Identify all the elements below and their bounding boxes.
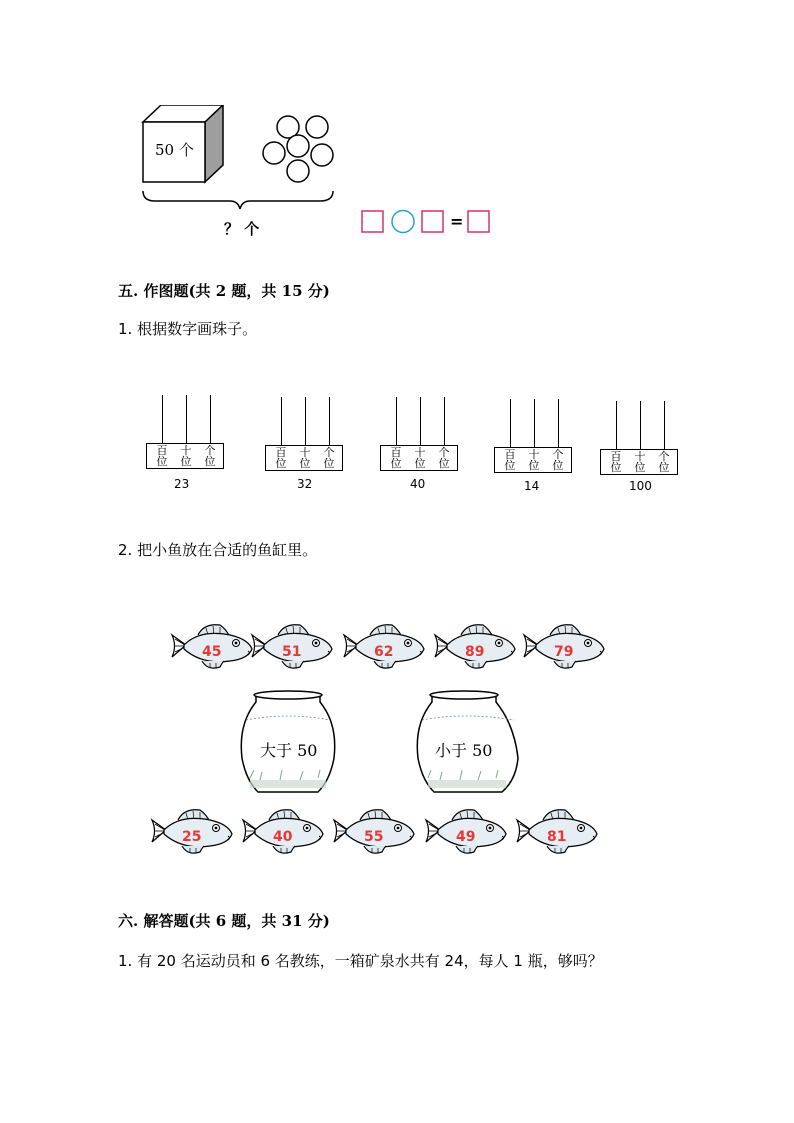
answer-box <box>362 211 383 232</box>
answer-box <box>422 211 443 232</box>
place-label-ones-2: 位 <box>438 457 450 470</box>
place-label-hundreds-2: 位 <box>275 457 287 470</box>
place-label-hundreds-2: 位 <box>390 457 402 470</box>
fish-number: 79 <box>554 644 574 660</box>
fish-number: 89 <box>465 644 485 660</box>
fish-number: 51 <box>282 644 302 660</box>
place-label-tens-2: 位 <box>180 455 192 468</box>
section6-heading: 六. 解答题(共 6 题，共 31 分) <box>118 912 330 930</box>
place-label-tens-2: 位 <box>528 459 540 472</box>
place-label-tens-2: 位 <box>299 457 311 470</box>
place-label-hundreds-2: 位 <box>504 459 516 472</box>
abacus-number: 23 <box>174 477 190 491</box>
bowl-label-less: 小于 50 <box>435 741 493 760</box>
fish-number: 55 <box>364 829 384 845</box>
place-label-ones-1: 个 <box>323 446 335 459</box>
brace-icon <box>143 191 333 209</box>
top-figure <box>130 105 510 245</box>
place-label-hundreds-1: 百 <box>275 446 287 459</box>
section6-q1-text: 1. 有 20 名运动员和 6 名教练，一箱矿泉水共有 24，每人 1 瓶，够吗？ <box>118 952 603 970</box>
place-label-tens-2: 位 <box>414 457 426 470</box>
place-label-hundreds-1: 百 <box>390 446 402 459</box>
place-label-tens-1: 十 <box>180 444 192 457</box>
circle-icon-group <box>263 116 333 182</box>
fish-number: 45 <box>202 644 222 660</box>
place-label-ones-1: 个 <box>438 446 450 459</box>
total-question-label: ？ 个 <box>224 220 260 238</box>
place-label-tens-2: 位 <box>634 461 646 474</box>
place-label-hundreds-1: 百 <box>156 444 168 457</box>
circle-icon <box>311 144 333 166</box>
circle-icon <box>306 116 328 138</box>
fish-number: 25 <box>182 829 202 845</box>
place-label-hundreds-2: 位 <box>156 455 168 468</box>
equation <box>362 211 489 233</box>
abacus-number: 100 <box>629 479 652 493</box>
place-label-tens-1: 十 <box>299 446 311 459</box>
abacus-row <box>0 395 794 495</box>
answer-box <box>468 211 489 232</box>
place-label-hundreds-2: 位 <box>610 461 622 474</box>
section5-heading: 五. 作图题(共 2 题，共 15 分) <box>118 282 330 300</box>
fish-number: 49 <box>456 829 476 845</box>
abacus-number: 14 <box>524 479 540 493</box>
circle-icon <box>287 160 309 182</box>
place-label-tens-1: 十 <box>528 448 540 461</box>
place-label-ones-1: 个 <box>204 444 216 457</box>
cube-label: 50 个 <box>155 141 194 159</box>
section5-q2-text: 2. 把小鱼放在合适的鱼缸里。 <box>118 541 318 559</box>
fish-number: 81 <box>547 829 567 845</box>
place-label-ones-2: 位 <box>552 459 564 472</box>
circle-icon <box>263 142 285 164</box>
fish-number: 40 <box>273 829 293 845</box>
abacus-number: 40 <box>410 477 426 491</box>
place-label-ones-2: 位 <box>323 457 335 470</box>
fish-number: 62 <box>374 644 394 660</box>
place-label-ones-1: 个 <box>658 450 670 463</box>
place-label-ones-1: 个 <box>552 448 564 461</box>
equals-sign: = <box>450 212 464 231</box>
place-label-hundreds-1: 百 <box>610 450 622 463</box>
fish-figure <box>150 620 620 865</box>
circle-icon <box>287 135 309 157</box>
place-label-ones-2: 位 <box>204 455 216 468</box>
bowl-label-greater: 大于 50 <box>260 741 318 760</box>
abacus-number: 32 <box>297 477 313 491</box>
operator-circle <box>392 211 414 233</box>
place-label-tens-1: 十 <box>634 450 646 463</box>
section5-q1-text: 1. 根据数字画珠子。 <box>118 320 258 338</box>
place-label-hundreds-1: 百 <box>504 448 516 461</box>
place-label-ones-2: 位 <box>658 461 670 474</box>
place-label-tens-1: 十 <box>414 446 426 459</box>
